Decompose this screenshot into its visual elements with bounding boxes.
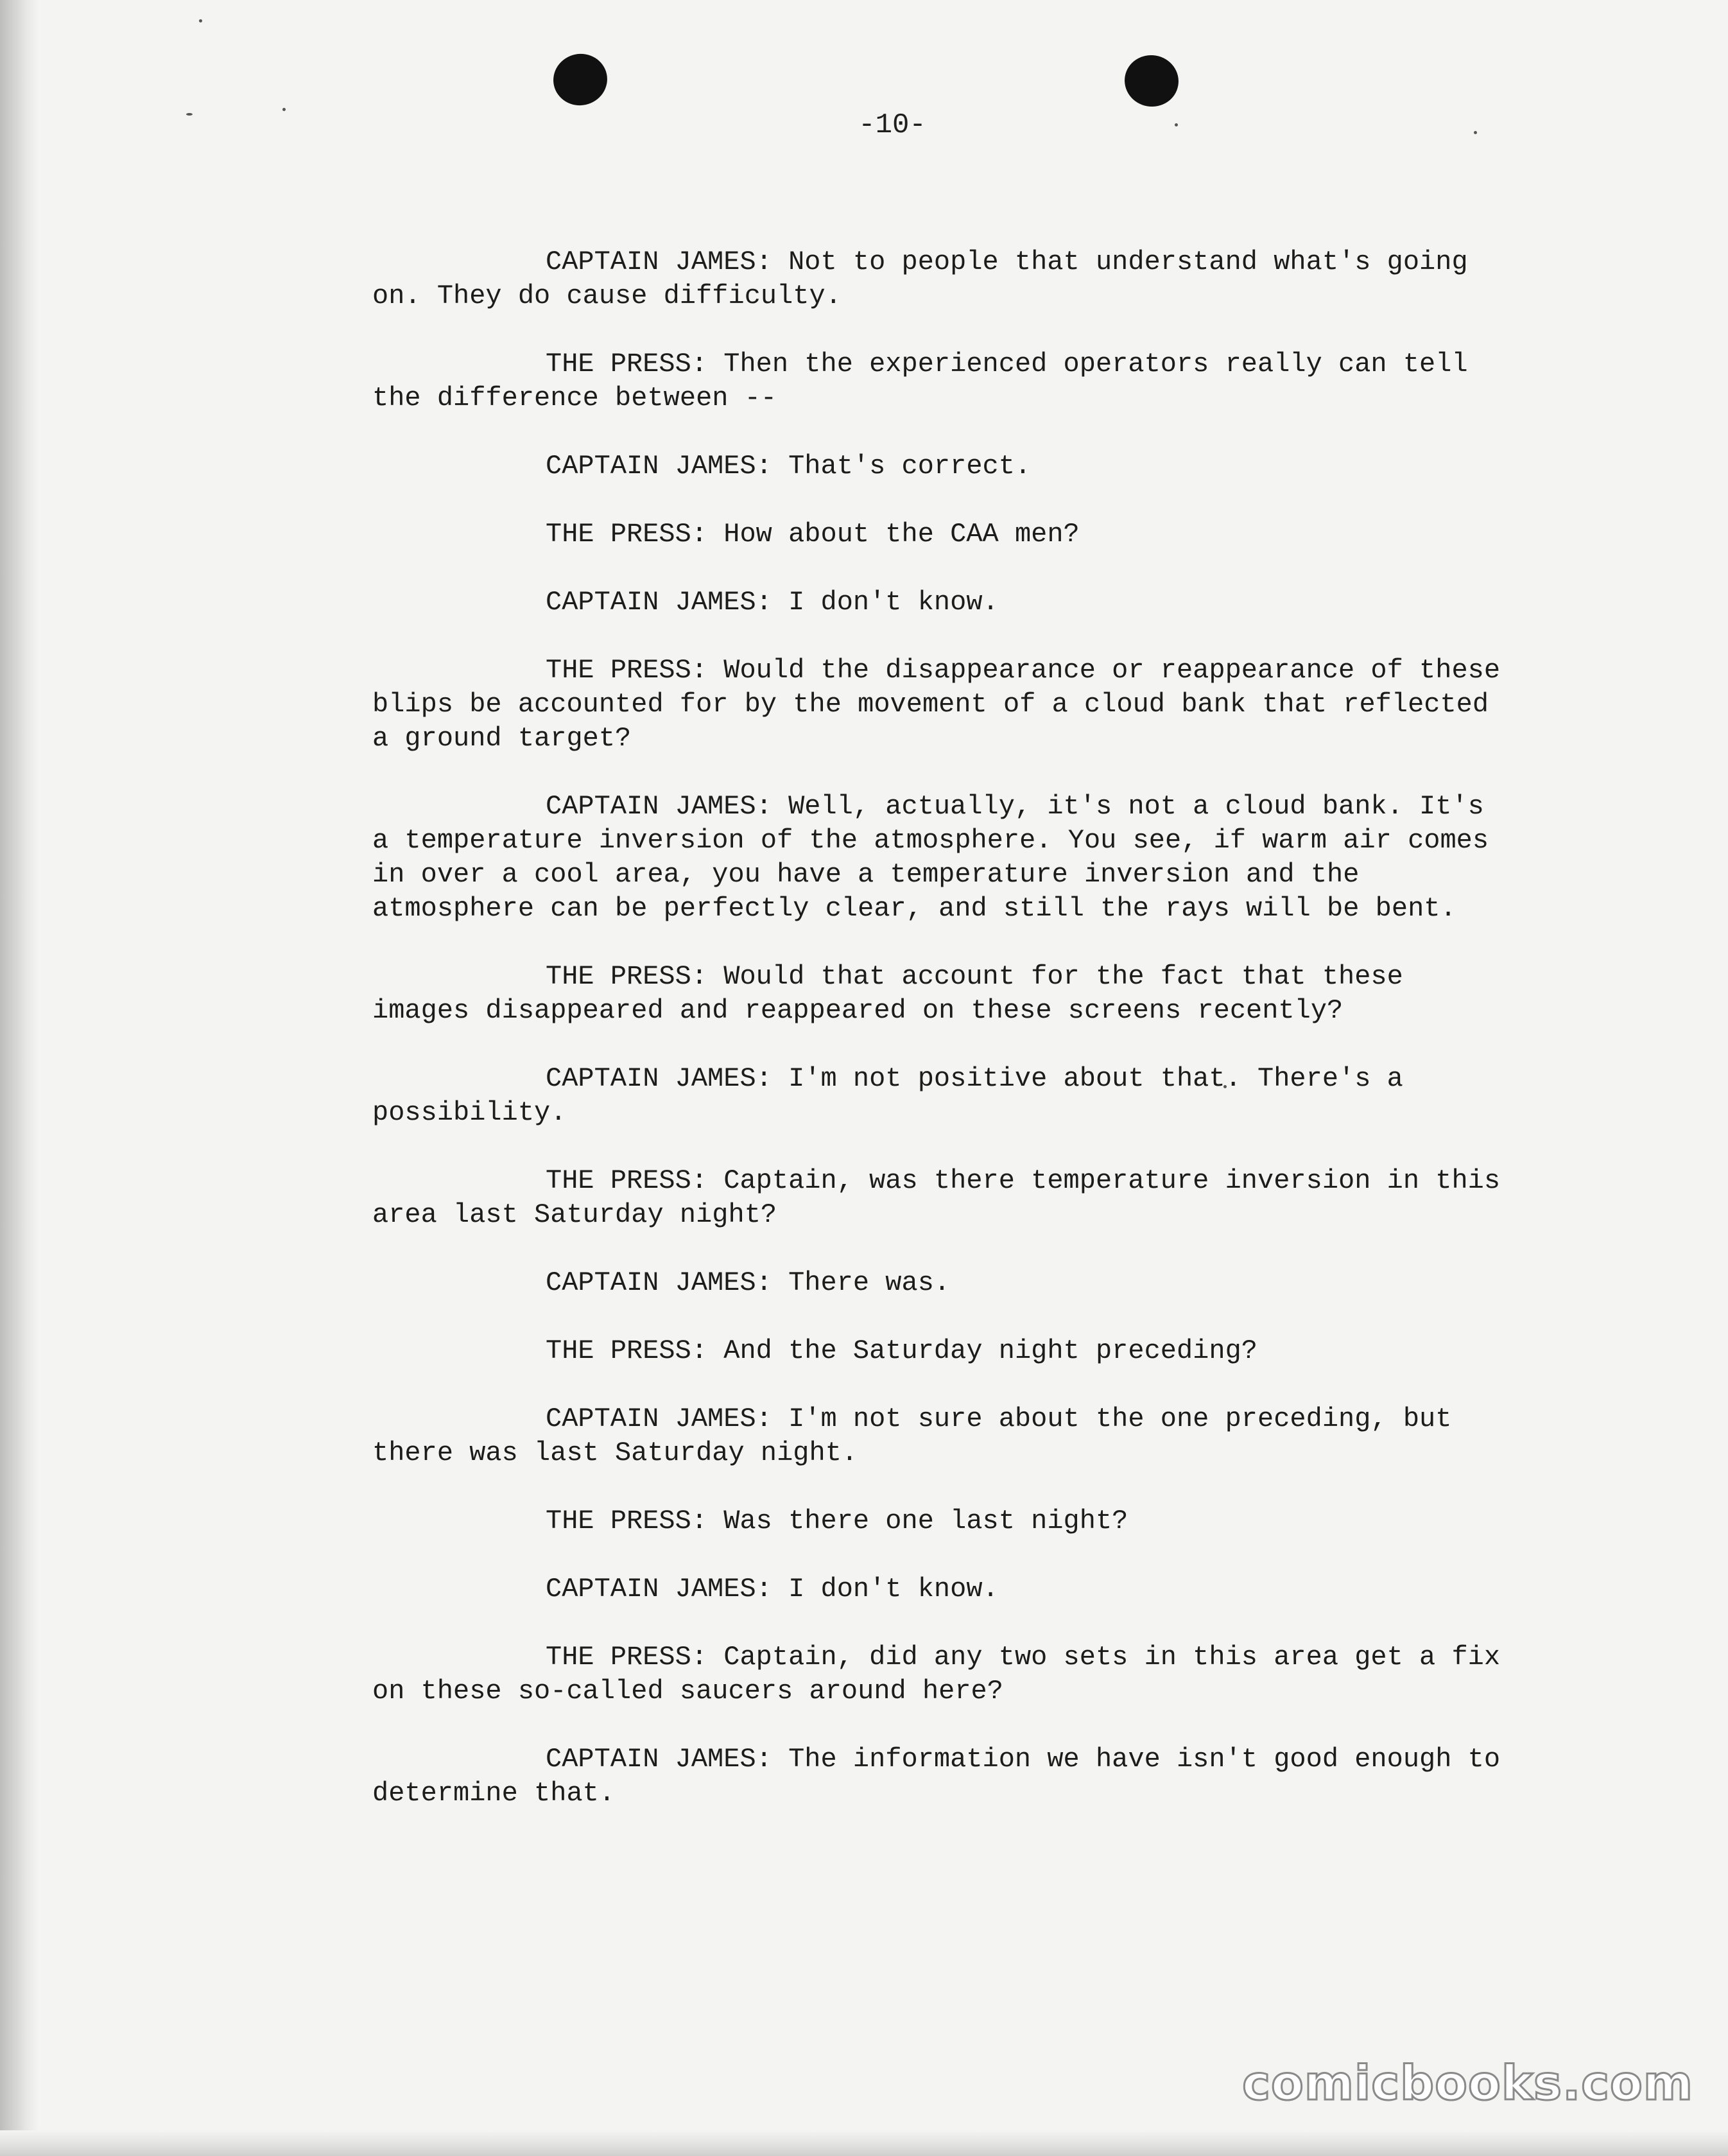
utterance-text: Would the disappearance or reappearance of these blips be accounted for by the movement of a cloud bank that reflected a ground target? bbox=[372, 655, 1501, 754]
transcript-exchange bbox=[372, 1572, 1502, 1606]
transcript-body bbox=[372, 245, 1502, 1845]
speaker-label: THE PRESS: bbox=[546, 1165, 708, 1196]
speaker-label: CAPTAIN JAMES: bbox=[546, 1744, 772, 1775]
site-watermark: comicbooks.com bbox=[1242, 2056, 1693, 2111]
transcript-exchange bbox=[372, 1402, 1502, 1470]
transcript-exchange bbox=[372, 586, 1502, 620]
utterance-text: Not to people that understand what's going on. They do cause difficulty. bbox=[372, 247, 1468, 311]
speaker-label: CAPTAIN JAMES: bbox=[546, 587, 772, 618]
paper-speck bbox=[199, 19, 202, 22]
transcript-exchange bbox=[372, 245, 1502, 313]
punch-hole-left bbox=[549, 49, 612, 110]
utterance-text: How about the CAA men? bbox=[723, 519, 1080, 550]
page-shadow-bottom bbox=[0, 2130, 1728, 2156]
speaker-label: CAPTAIN JAMES: bbox=[546, 1404, 772, 1434]
utterance-text: I'm not positive about that. There's a possibility. bbox=[372, 1063, 1403, 1128]
transcript-exchange bbox=[372, 1743, 1502, 1811]
utterance-text: There was. bbox=[788, 1267, 951, 1298]
utterance-text: I'm not sure about the one preceding, but there was last Saturday night. bbox=[372, 1404, 1452, 1468]
utterance-text: The information we have isn't good enough to determine that. bbox=[372, 1744, 1501, 1809]
speaker-label: THE PRESS: bbox=[546, 349, 708, 379]
transcript-exchange bbox=[372, 517, 1502, 552]
utterance-text: Would that account for the fact that these images disappeared and reappeared on these screens recently? bbox=[372, 961, 1403, 1026]
speaker-label: CAPTAIN JAMES: bbox=[546, 247, 772, 277]
transcript-exchange bbox=[372, 1640, 1502, 1708]
transcript-exchange bbox=[372, 1266, 1502, 1300]
paper-speck bbox=[1474, 131, 1477, 134]
utterance-text: I don't know. bbox=[788, 587, 999, 618]
speaker-label: THE PRESS: bbox=[546, 1642, 708, 1673]
transcript-exchange bbox=[372, 1062, 1502, 1130]
utterance-text: Was there one last night? bbox=[723, 1506, 1128, 1536]
transcript-exchange bbox=[372, 960, 1502, 1028]
speaker-label: THE PRESS: bbox=[546, 655, 708, 686]
page-number: -10- bbox=[858, 109, 926, 141]
utterance-text: Captain, did any two sets in this area get a fix on these so-called saucers around here? bbox=[372, 1642, 1501, 1707]
punch-hole-right bbox=[1121, 51, 1183, 110]
paper-speck bbox=[1175, 123, 1178, 126]
page-shadow-left bbox=[0, 0, 39, 2156]
speaker-label: THE PRESS: bbox=[546, 1335, 708, 1366]
speaker-label: CAPTAIN JAMES: bbox=[546, 1574, 772, 1604]
transcript-exchange bbox=[372, 654, 1502, 756]
transcript-exchange bbox=[372, 1164, 1502, 1232]
transcript-exchange bbox=[372, 790, 1502, 926]
utterance-text: Then the experienced operators really can tell the difference between -- bbox=[372, 349, 1468, 413]
speaker-label: CAPTAIN JAMES: bbox=[546, 1267, 772, 1298]
utterance-text: Well, actually, it's not a cloud bank. It's a temperature inversion of the atmosphere. You see, if warm air comes in over a cool area, you have a temperature inversion and the atmosphere can be perfectly clear, and still the rays will be bent. bbox=[372, 791, 1489, 924]
speaker-label: THE PRESS: bbox=[546, 519, 708, 550]
paper-speck bbox=[186, 113, 193, 116]
speaker-label: CAPTAIN JAMES: bbox=[546, 791, 772, 822]
utterance-text: That's correct. bbox=[788, 451, 1032, 482]
utterance-text: I don't know. bbox=[788, 1574, 999, 1604]
transcript-exchange bbox=[372, 1334, 1502, 1368]
transcript-exchange bbox=[372, 449, 1502, 483]
paper-speck bbox=[282, 108, 286, 111]
utterance-text: Captain, was there temperature inversion in this area last Saturday night? bbox=[372, 1165, 1501, 1230]
speaker-label: CAPTAIN JAMES: bbox=[546, 451, 772, 482]
speaker-label: THE PRESS: bbox=[546, 1506, 708, 1536]
transcript-exchange bbox=[372, 1504, 1502, 1538]
speaker-label: CAPTAIN JAMES: bbox=[546, 1063, 772, 1094]
transcript-exchange bbox=[372, 347, 1502, 415]
speaker-label: THE PRESS: bbox=[546, 961, 708, 992]
utterance-text: And the Saturday night preceding? bbox=[723, 1335, 1258, 1366]
